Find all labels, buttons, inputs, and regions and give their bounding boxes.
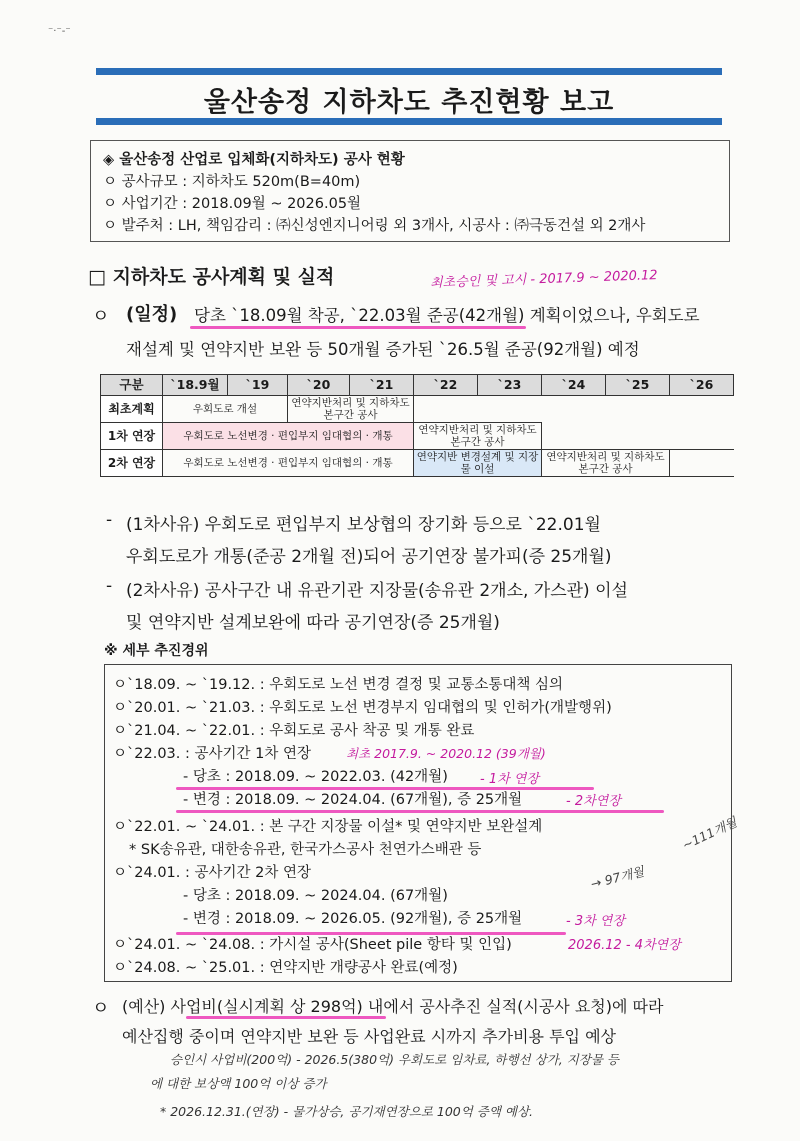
table-row — [101, 396, 734, 423]
reason-1-line2: 우회도로가 개통(준공 2개월 전)되어 공기연장 불가피(증 25개월) — [126, 547, 612, 567]
table-header: `26 — [670, 375, 734, 396]
table-cell-empty — [414, 396, 734, 423]
history-item: - 변경 : 2018.09. ~ 2024.04. (67개월), 증 25개월 — [183, 792, 523, 808]
reason-dash: - — [106, 510, 113, 530]
budget-line2: 예산집행 중이며 연약지반 보완 등 사업완료 시까지 추가비용 투입 예상 — [122, 1027, 616, 1046]
history-title: ※ 세부 추진경위 — [104, 643, 209, 659]
history-item: - 변경 : 2018.09. ~ 2026.05. (92개월), 증 25개월 — [183, 911, 523, 927]
table-cell: 우회도로 노선변경 · 편입부지 임대협의 · 개통 — [163, 423, 414, 450]
budget-line1: (예산) 사업비(실시계획 상 298억) 내에서 공사추진 실적(시공사 요청)에 따라 — [122, 997, 664, 1016]
table-header: `24 — [542, 375, 606, 396]
table-cell: 우회도로 노선변경 · 편입부지 임대협의 · 개통 — [163, 450, 414, 477]
table-header: 구분 — [101, 375, 163, 396]
table-header: `20 — [288, 375, 350, 396]
handwritten-note: - 2차연장 — [566, 794, 621, 809]
history-item: ㅇ`24.01. : 공사기간 2차 연장 — [113, 865, 311, 881]
title-bar-bottom — [96, 118, 722, 125]
summary-line: ㅇ 발주처 : LH, 책임감리 : ㈜신성엔지니어링 외 3개사, 시공사 : ㈜극동건설 외 2개사 — [103, 218, 646, 234]
summary-box — [90, 140, 730, 242]
handwritten-note: 에 대한 보상액 100억 이상 증가 — [150, 1076, 327, 1091]
reason-2-line1: (2차사유) 공사구간 내 유관기관 지장물(송유관 2개소, 가스관) 이설 — [126, 581, 628, 601]
summary-heading: ◈ 울산송정 산업로 입체화(지하차도) 공사 현황 — [103, 152, 405, 168]
handwritten-note: → 97개월 — [589, 863, 646, 892]
history-item: ㅇ`24.01. ~ `24.08. : 가시설 공사(Sheet pile 항타 및 인입) — [113, 937, 512, 953]
handwritten-note: 최초 2017.9. ~ 2020.12 (39개월) — [346, 746, 546, 761]
handwritten-note: - 3차 연장 — [566, 914, 625, 929]
reason-dash: - — [106, 576, 113, 596]
table-cell-empty — [542, 423, 734, 450]
budget-bullet: ㅇ — [92, 998, 110, 1019]
table-header: `19 — [228, 375, 288, 396]
table-header: `23 — [478, 375, 542, 396]
table-cell: 연약지반처리 및 지하차도 본구간 공사 — [288, 396, 414, 423]
handwritten-note: 최초승인 및 고시 - 2017.9 ~ 2020.12 — [429, 268, 658, 291]
summary-line: ㅇ 공사규모 : 지하차도 520m(B=40m) — [103, 174, 361, 190]
corner-mark: ⁻·⁻-⁻ — [48, 26, 71, 37]
title-bar-top — [96, 68, 722, 75]
row-label: 1차 연장 — [101, 423, 163, 450]
highlight-underline — [186, 1016, 386, 1019]
history-item: ㅇ`20.01. ~ `21.03. : 우회도로 노선 변경부지 임대협의 및 인허가(개발행위) — [113, 700, 612, 716]
highlight-underline — [190, 326, 526, 329]
history-item: ㅇ`22.03. : 공사기간 1차 연장 — [113, 746, 311, 762]
history-item: ㅇ`22.01. ~ `24.01. : 본 구간 지장물 이설* 및 연약지반 보완설계 — [113, 819, 543, 835]
highlight-underline — [176, 787, 594, 790]
schedule-line1: 당초 `18.09월 착공, `22.03월 준공(42개월) 계획이었으나, 우회도로 — [194, 306, 700, 325]
history-item: * SK송유관, 대한송유관, 한국가스공사 천연가스배관 등 — [129, 842, 482, 858]
history-item: ㅇ`18.09. ~ `19.12. : 우회도로 노선 변경 결정 및 교통소통대책 심의 — [113, 677, 564, 693]
table-cell-empty — [670, 450, 734, 477]
history-item: - 당초 : 2018.09. ~ 2024.04. (67개월) — [183, 888, 448, 904]
handwritten-note: 승인시 사업비(200억) - 2026.5(380억) 우회도로 임차료, 하행선 상가, 지장물 등 — [170, 1052, 619, 1067]
history-item: ㅇ`24.08. ~ `25.01. : 연약지반 개량공사 완료(예정) — [113, 960, 458, 976]
summary-line: ㅇ 사업기간 : 2018.09월 ~ 2026.05월 — [103, 196, 362, 212]
schedule-line2: 재설계 및 연약지반 보완 등 50개월 증가된 `26.5월 준공(92개월) 예정 — [126, 340, 640, 359]
schedule-bullet: ㅇ — [92, 306, 110, 327]
table-header-row — [101, 375, 734, 396]
page-title: 울산송정 지하차도 추진현황 보고 — [203, 87, 615, 118]
schedule-table — [100, 374, 734, 477]
handwritten-note: - 1차 연장 — [480, 772, 539, 787]
highlight-underline — [176, 810, 664, 813]
row-label: 2차 연장 — [101, 450, 163, 477]
table-header: `22 — [414, 375, 478, 396]
table-cell: 우회도로 개설 — [163, 396, 288, 423]
reason-1-line1: (1차사유) 우회도로 편입부지 보상협의 장기화 등으로 `22.01월 — [126, 515, 601, 535]
table-row — [101, 450, 734, 477]
highlight-underline — [176, 932, 566, 935]
table-cell: 연약지반처리 및 지하차도 본구간 공사 — [542, 450, 670, 477]
row-label: 최초계획 — [101, 396, 163, 423]
handwritten-note: ~111개월 — [679, 814, 740, 853]
table-header: `25 — [606, 375, 670, 396]
table-cell: 연약지반처리 및 지하차도 본구간 공사 — [414, 423, 542, 450]
table-header: `21 — [350, 375, 414, 396]
history-item: - 당초 : 2018.09. ~ 2022.03. (42개월) — [183, 769, 448, 785]
section-heading: □ 지하차도 공사계획 및 실적 — [88, 266, 335, 288]
table-cell: 연약지반 변경설계 및 지장물 이설 — [414, 450, 542, 477]
reason-2-line2: 및 연약지반 설계보완에 따라 공기연장(증 25개월) — [126, 613, 500, 633]
history-item: ㅇ`21.04. ~ `22.01. : 우회도로 공사 착공 및 개통 완료 — [113, 723, 475, 739]
table-header: `18.9월 — [163, 375, 228, 396]
schedule-label: (일정) — [126, 304, 178, 325]
table-row — [101, 423, 734, 450]
handwritten-note: * 2026.12.31.(연장) - 물가상승, 공기재연장으로 100억 증액 예상. — [160, 1104, 534, 1119]
handwritten-note: 2026.12 - 4차연장 — [568, 938, 681, 953]
